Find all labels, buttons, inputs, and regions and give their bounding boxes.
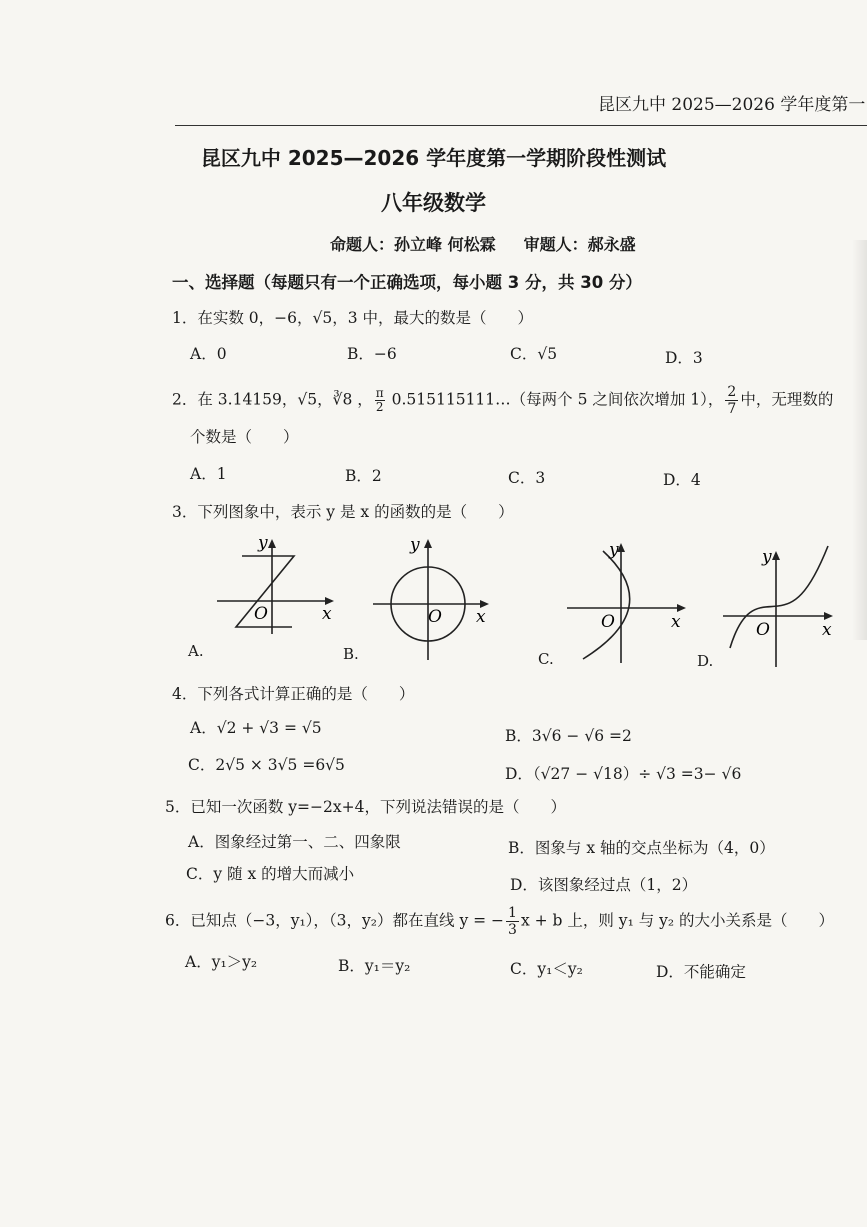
graph-c-y-label: y (609, 540, 619, 560)
question-5-option-a: A．图象经过第一、二、四象限 (188, 833, 401, 851)
graph-a-x-label: x (322, 604, 332, 624)
question-4-option-c: C．2√5 × 3√5 =6√5 (188, 756, 345, 774)
graph-c (565, 535, 695, 665)
reviewer-label: 审题人：郝永盛 (523, 235, 636, 254)
question-5-option-b: B．图象与 x 轴的交点坐标为（4，0） (508, 839, 775, 857)
graph-d-curve (730, 546, 828, 648)
question-2-option-a: A．1 (190, 465, 227, 483)
authors-line (330, 232, 636, 255)
question-2-stem-prefix: 2．在 3.14159，√5，∛8 ， (172, 390, 373, 409)
question-6-option-b: B．y₁＝y₂ (338, 957, 411, 975)
graph-b (368, 530, 498, 665)
question-2-stem-suffix: 中，无理数的 (740, 390, 834, 409)
question-4-stem: 4．下列各式计算正确的是（ ） (172, 685, 415, 703)
page-edge-shadow (852, 240, 867, 640)
question-6-stem (165, 905, 834, 938)
graph-b-y-label: y (410, 535, 420, 555)
graph-a-origin: O (254, 604, 268, 624)
question-3-stem: 3．下列图象中，表示 y 是 x 的函数的是（ ） (172, 503, 514, 521)
graph-d-origin: O (756, 620, 770, 640)
question-1-option-d: D．3 (665, 349, 703, 367)
question-6-fraction-denominator: 3 (508, 922, 517, 938)
question-2-pi-fraction (375, 387, 385, 414)
question-3-option-b: B. (343, 645, 359, 663)
question-4-option-b: B．3√6 − √6 =2 (505, 727, 632, 745)
question-2-stem (172, 384, 833, 417)
question-1-stem: 1．在实数 0，−6，√5，3 中，最大的数是（ ） (172, 309, 534, 327)
question-2-option-b: B．2 (345, 467, 382, 485)
graph-a (212, 528, 342, 638)
graph-c-curve (583, 551, 630, 659)
question-5-option-c: C．y 随 x 的增大而减小 (186, 865, 355, 883)
question-2-pi-denominator: 2 (375, 400, 384, 414)
question-6-fraction (506, 905, 519, 938)
graph-b-y-arrow (424, 539, 432, 548)
question-1-option-a: A．0 (190, 345, 227, 363)
question-1-option-b: B．−6 (347, 345, 397, 363)
graph-c-origin: O (601, 612, 615, 632)
question-3-option-c: C. (538, 650, 554, 668)
graph-a-y-arrow (268, 539, 276, 548)
question-4-option-a: A．√2 + √3 = √5 (190, 719, 322, 737)
graph-c-x-arrow (677, 604, 686, 612)
authors-label: 命题人：孙立峰 何松霖 (330, 235, 496, 254)
question-6-stem-prefix: 6．已知点（−3，y₁），（3，y₂）都在直线 y = − (165, 911, 505, 930)
graph-d-y-arrow (772, 551, 780, 560)
graph-a-svg (212, 528, 342, 638)
graph-c-svg (565, 535, 695, 665)
question-2-fraction-denominator: 7 (727, 401, 737, 417)
graph-c-x-label: x (671, 612, 681, 632)
graph-b-origin: O (428, 607, 442, 627)
question-2-option-d: D．4 (663, 471, 701, 489)
graph-a-y-label: y (258, 533, 268, 553)
question-6-option-a: A．y₁＞y₂ (185, 953, 258, 971)
graph-b-x-label: x (476, 607, 486, 627)
question-2-fraction-numerator: 2 (727, 384, 737, 400)
question-1-option-c: C．√5 (510, 345, 558, 363)
question-3-option-a: A. (188, 642, 204, 660)
question-2-fraction (725, 384, 738, 417)
question-2-pi-numerator: π (375, 386, 384, 400)
subject-title: 八年级数学 (381, 191, 486, 215)
question-6-stem-suffix: x + b 上，则 y₁ 与 y₂ 的大小关系是（ ） (520, 911, 835, 930)
question-2-option-c: C．3 (508, 469, 546, 487)
question-3-option-d: D. (697, 652, 714, 670)
question-6-option-d: D．不能确定 (656, 963, 746, 981)
exam-title: 昆区九中 2025—2026 学年度第一学期阶段性测试 (200, 146, 667, 170)
question-2-stem-mid: 0.515115111…（每两个 5 之间依次增加 1）， (386, 390, 724, 409)
question-6-fraction-numerator: 1 (508, 905, 517, 921)
graph-d (720, 540, 845, 670)
question-5-stem: 5．已知一次函数 y=−2x+4，下列说法错误的是（ ） (165, 798, 566, 816)
header-corner-title: 昆区九中 2025—2026 学年度第一 (598, 95, 866, 115)
question-2-stem-line2: 个数是（ ） (190, 428, 299, 446)
graph-d-y-label: y (762, 547, 772, 567)
graph-d-x-arrow (824, 612, 833, 620)
section-title: 一、选择题（每题只有一个正确选项，每小题 3 分，共 30 分） (172, 273, 642, 292)
header-rule (175, 125, 867, 126)
graph-d-svg (720, 540, 845, 670)
question-6-option-c: C．y₁＜y₂ (510, 960, 583, 978)
graph-d-x-label: x (822, 620, 832, 640)
question-5-option-d: D．该图象经过点（1，2） (510, 876, 698, 894)
question-4-option-d: D．（√27 − √18）÷ √3 =3− √6 (505, 765, 742, 783)
graph-b-svg (368, 530, 498, 665)
